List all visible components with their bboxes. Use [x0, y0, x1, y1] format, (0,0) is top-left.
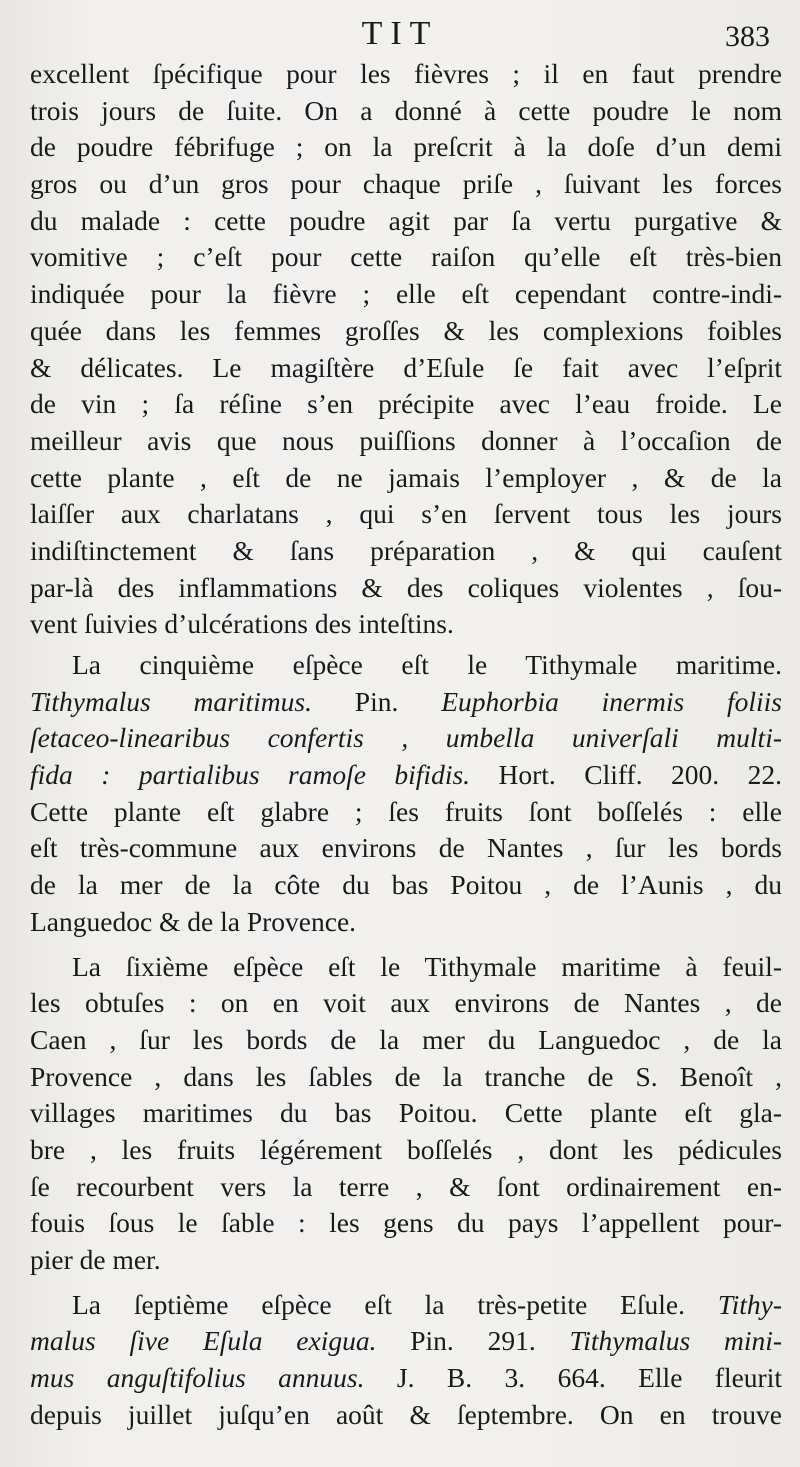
- text-line: villages maritimes du bas Poitou. Cette plante eſt gla-: [30, 1097, 782, 1129]
- text-line: fouis ſous le ſable : les gens du pays l’appellent pour-: [30, 1207, 782, 1239]
- text-line: indiquée pour la fièvre ; elle eſt cependant contre-indi-: [30, 278, 782, 310]
- italic-text: malus ſive Eſula exigua.: [30, 1325, 377, 1357]
- italic-text: Tithymalus mini-: [569, 1325, 782, 1357]
- page-header: [0, 14, 800, 54]
- page-body: [30, 56, 782, 1433]
- text-line: ſe recourbent vers la terre , & ſont ordinairement en-: [30, 1170, 782, 1202]
- text-line: les obtuſes : on en voit aux environs de Nantes , de: [30, 987, 782, 1019]
- text-line: La ſixième eſpèce eſt le Tithymale maritime à feuil-: [72, 950, 782, 982]
- text-line: depuis juillet juſqu’en août & ſeptembre. On en trouve: [30, 1398, 782, 1430]
- page-number: 383: [725, 20, 770, 53]
- text-line: La cinquième eſpèce eſt le Tithymale maritime.: [72, 649, 782, 680]
- text-line: Tithymalus maritimus. Pin. Euphorbia inermis foliis: [30, 685, 782, 717]
- text-line: indiſtinctement & ſans préparation , & qui cauſent: [30, 534, 782, 566]
- text-line: de poudre fébrifuge ; on la preſcrit à la doſe d’un demi: [30, 131, 782, 163]
- paragraph-2: [30, 647, 782, 941]
- text-line: vent ſuivies d’ulcérations des inteſtins.: [30, 608, 454, 640]
- text-line: du malade : cette poudre agit par ſa vertu purgative &: [30, 204, 782, 236]
- text-line: Cette plante eſt glabre ; ſes fruits ſont boſſelés : elle: [30, 795, 782, 827]
- italic-text: Tithymalus maritimus.: [30, 685, 312, 717]
- text-line: par-là des inflammations & des coliques violentes , ſou-: [30, 571, 782, 603]
- text-line: vomitive ; c’eſt pour cette raiſon qu’elle eſt très-bien: [30, 241, 782, 273]
- italic-text: fida : partialibus ramoſe bifidis.: [30, 759, 471, 791]
- paragraph-3: [30, 949, 782, 1279]
- text-line: laiſſer aux charlatans , qui s’en ſervent tous les jours: [30, 498, 782, 530]
- text-line: de vin ; ſa réſine s’en précipite avec l’eau froide. Le: [30, 388, 782, 420]
- text-line: trois jours de ſuite. On a donné à cette poudre le nom: [30, 94, 782, 126]
- text-line: excellent ſpécifique pour les fièvres ; il en faut prendre: [30, 58, 782, 89]
- text-line: eſt très-commune aux environs de Nantes , ſur les bords: [30, 832, 782, 864]
- text-line: [30, 720, 782, 757]
- text-line: gros ou d’un gros pour chaque priſe , ſuivant les forces: [30, 168, 782, 200]
- text-line: fida : partialibus ramoſe bifidis. Hort. Cliff. 200. 22.: [30, 759, 782, 791]
- text-line: Provence , dans les ſables de la tranche de S. Benoît ,: [30, 1060, 782, 1092]
- text-line: & délicates. Le magiſtère d’Eſule ſe fait avec l’eſprit: [30, 351, 782, 383]
- text-line: mus anguſtifolius annuus. J. B. 3. 664. Elle fleurit: [30, 1362, 782, 1394]
- italic-text: ſetaceo-linearibus confertis , umbella univerſali multi-: [30, 722, 782, 754]
- text-line: cette plante , eſt de ne jamais l’employer , & de la: [30, 461, 782, 493]
- italic-text: Tithy-: [717, 1288, 782, 1320]
- italic-text: mus anguſtifolius annuus.: [30, 1362, 365, 1394]
- text-line: La ſeptième eſpèce eſt la très-petite Eſule. Tithy-: [72, 1288, 782, 1320]
- text-line: pier de mer.: [30, 1244, 161, 1275]
- running-head: TIT: [361, 15, 439, 52]
- paragraph-4: [30, 1287, 782, 1434]
- paragraph-1: [30, 56, 782, 643]
- text-line: bre , les fruits légérement boſſelés , dont les pédicules: [30, 1133, 782, 1165]
- text-line: Languedoc & de la Provence.: [30, 905, 357, 937]
- text-line: malus ſive Eſula exigua. Pin. 291. Tithymalus mini-: [30, 1325, 782, 1357]
- text-line: meilleur avis que nous puiſſions donner à l’occaſion de: [30, 424, 782, 456]
- italic-text: Euphorbia inermis foliis: [441, 685, 782, 717]
- text-line: de la mer de la côte du bas Poitou , de l’Aunis , du: [30, 869, 782, 901]
- text-line: quée dans les femmes groſſes & les complexions foibles: [30, 314, 782, 346]
- text-line: Caen , ſur les bords de la mer du Languedoc , de la: [30, 1023, 782, 1055]
